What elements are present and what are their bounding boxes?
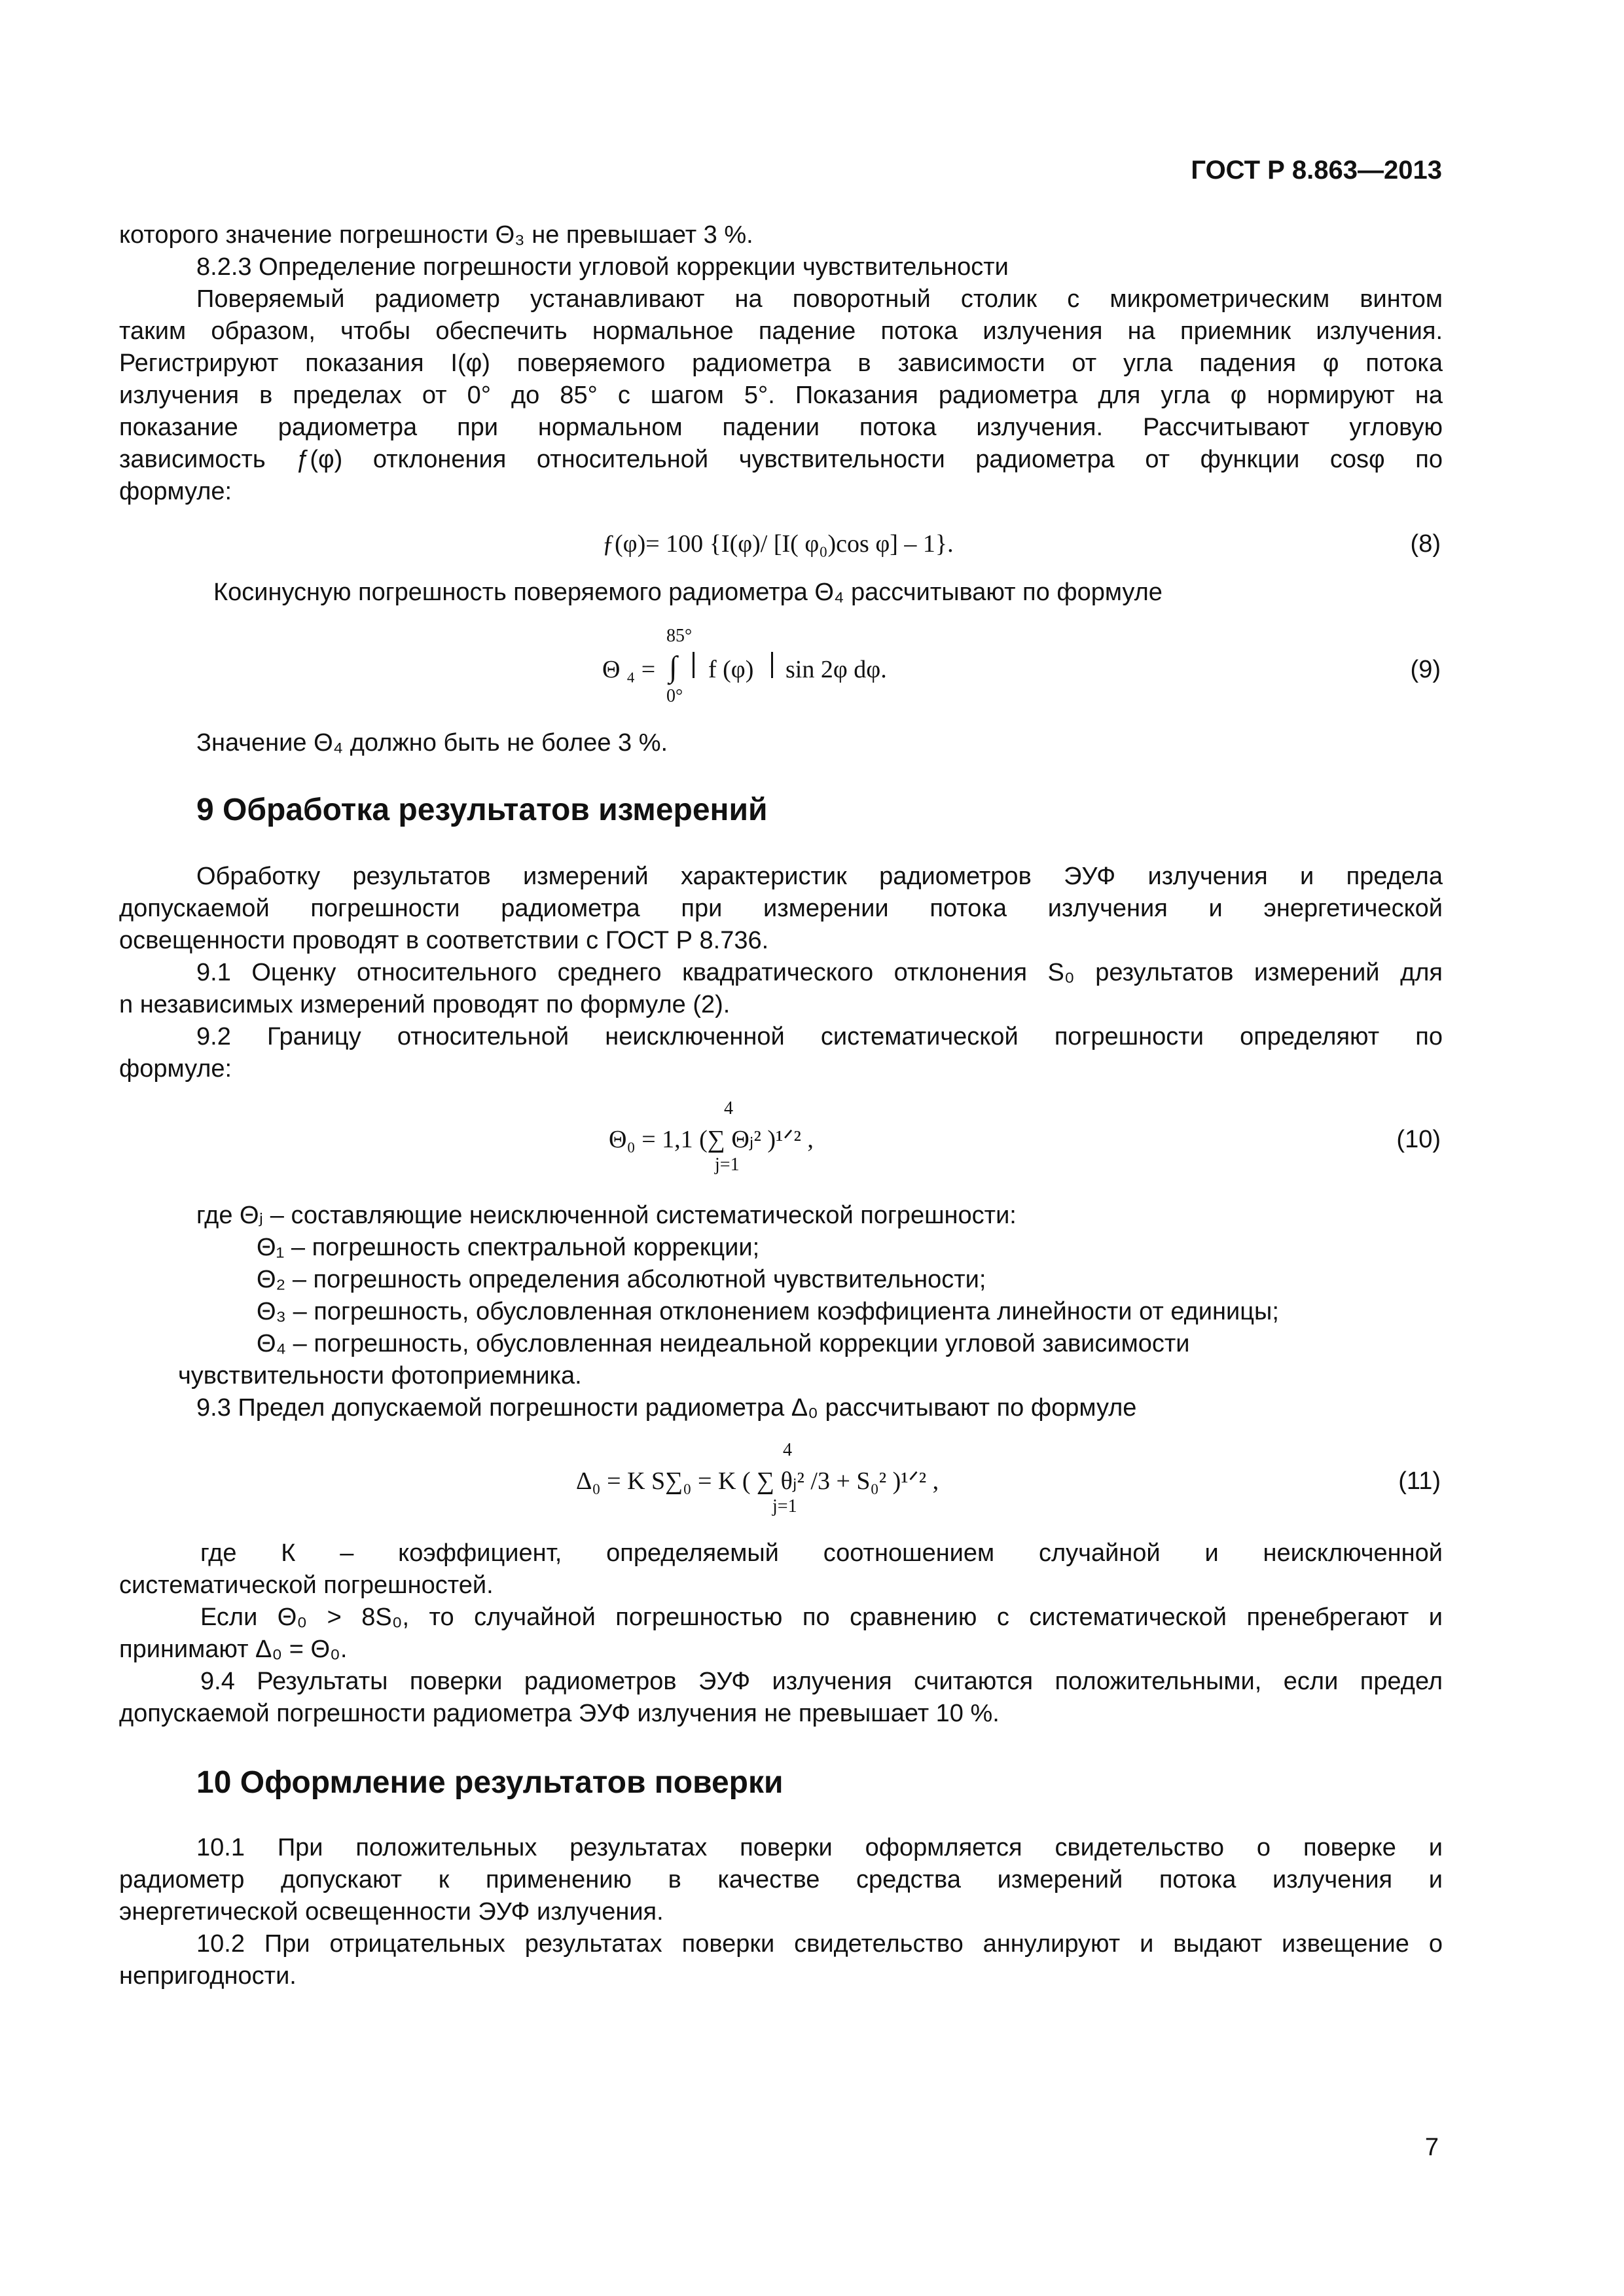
text-line: 9.3 Предел допускаемой погрешности радиометра Δ₀ рассчитывают по формуле <box>196 1394 1137 1422</box>
abs-bar-left <box>687 652 700 678</box>
sum-lower-limit: j=1 <box>772 1496 797 1516</box>
text-line: Обработку результатов измерений характеристик радиометров ЭУФ излучения и предела <box>196 863 1443 890</box>
text-line: чувствительности фотоприемника. <box>178 1362 582 1390</box>
list-item: Θ₃ – погрешность, обусловленная отклонением коэффициента линейности от единицы; <box>257 1298 1279 1325</box>
text-line: 9.4 Результаты поверки радиометров ЭУФ излучения считаются положительными, если предел <box>200 1668 1443 1695</box>
integral-sign: ∫ <box>669 650 677 683</box>
text-line: 9.2 Границу относительной неисключенной систематической погрешности определяют по <box>196 1023 1443 1050</box>
text-line: систематической погрешностей. <box>119 1571 494 1599</box>
text-line: Поверяемый радиометр устанавливают на поворотный столик с микрометрическим винтом <box>196 285 1443 313</box>
sum-lower-limit: j=1 <box>715 1155 740 1175</box>
text-line: Косинусную погрешность поверяемого радиометра Θ₄ рассчитывают по формуле <box>213 579 1163 606</box>
sum-upper-limit: 4 <box>783 1440 792 1460</box>
text-line: где К – коэффициент, определяемый соотношением случайной и неисключенной <box>200 1539 1443 1567</box>
text-line: допускаемой погрешности радиометра ЭУФ излучения не превышает 10 %. <box>119 1700 1000 1727</box>
text-line: формуле: <box>119 1055 232 1083</box>
formula-9-f: f (φ) <box>708 656 754 683</box>
equation-number-9: (9) <box>1410 656 1441 683</box>
text-line: n независимых измерений проводят по формуле (2). <box>119 991 731 1018</box>
list-item: Θ₂ – погрешность определения абсолютной чувствительности; <box>257 1266 986 1293</box>
text-line: принимают Δ₀ = Θ₀. <box>119 1636 348 1663</box>
equation-number-10: (10) <box>1396 1126 1441 1153</box>
text-line: которого значение погрешности Θ₃ не превышает 3 %. <box>119 221 753 249</box>
section-heading: 10 Оформление результатов поверки <box>196 1765 784 1800</box>
text-line: показание радиометра при нормальном падении потока излучения. Рассчитывают угловую <box>119 414 1443 441</box>
formula-8: ƒ(φ)= 100 {I(φ)/ [I( φ₀)cos φ] – 1}. <box>602 530 954 558</box>
text-line: радиометр допускают к применению в качестве средства измерений потока излучения и <box>119 1866 1443 1893</box>
formula-11: Δ₀ = K S∑₀ = K ( ∑ θⱼ² /3 + S₀² )¹ᐟ² , <box>576 1467 939 1495</box>
list-item: Θ₁ – погрешность спектральной коррекции; <box>257 1234 760 1261</box>
formula-9-rest: sin 2φ dφ. <box>785 656 887 683</box>
text-line: таким образом, чтобы обеспечить нормальное падение потока излучения на приемник излучения. <box>119 317 1443 345</box>
section-heading: 9 Обработка результатов измерений <box>196 793 768 827</box>
text-line: излучения в пределах от 0° до 85° с шагом 5°. Показания радиометра для угла φ нормируют на <box>119 382 1443 409</box>
text-line: Значение Θ₄ должно быть не более 3 %. <box>196 729 668 757</box>
document-id: ГОСТ Р 8.863—2013 <box>1191 156 1442 185</box>
sum-upper-limit: 4 <box>724 1098 733 1119</box>
subsection-heading: 8.2.3 Определение погрешности угловой коррекции чувствительности <box>196 253 1009 281</box>
where-intro: где Θⱼ – составляющие неисключенной систематической погрешности: <box>196 1202 1017 1229</box>
text-line: освещенности проводят в соответствии с ГОСТ Р 8.736. <box>119 927 769 954</box>
text-line: 10.1 При положительных результатах поверки оформляется свидетельство о поверке и <box>196 1834 1443 1861</box>
text-line: 10.2 При отрицательных результатах поверки свидетельство аннулируют и выдают извещение о <box>196 1930 1443 1958</box>
integral-upper-limit: 85° <box>666 626 693 646</box>
formula-9-lhs: Θ ₄ = <box>602 656 656 683</box>
formula-10: Θ₀ = 1,1 (∑ Θⱼ² )¹ᐟ² , <box>609 1126 814 1153</box>
text-line: формуле: <box>119 478 232 505</box>
text-line: Регистрируют показания I(φ) поверяемого радиометра в зависимости от угла падения φ потока <box>119 350 1443 377</box>
equation-number-8: (8) <box>1410 530 1441 558</box>
text-line: 9.1 Оценку относительного среднего квадратического отклонения S₀ результатов измерений для <box>196 959 1443 986</box>
page-number: 7 <box>1424 2134 1439 2161</box>
equation-number-11: (11) <box>1398 1467 1441 1495</box>
integral-lower-limit: 0° <box>666 686 683 706</box>
text-line: Если Θ₀ > 8S₀, то случайной погрешностью по сравнению с систематической пренебрегают и <box>200 1604 1443 1631</box>
text-line: допускаемой погрешности радиометра при измерении потока излучения и энергетической <box>119 895 1443 922</box>
text-line: энергетической освещенности ЭУФ излучения. <box>119 1898 664 1926</box>
list-item: Θ₄ – погрешность, обусловленная неидеальной коррекции угловой зависимости <box>257 1330 1190 1357</box>
abs-bar-right <box>766 652 778 678</box>
text-line: зависимость ƒ(φ) отклонения относительной чувствительности радиометра от функции cosφ по <box>119 446 1443 473</box>
text-line: непригодности. <box>119 1962 297 1990</box>
